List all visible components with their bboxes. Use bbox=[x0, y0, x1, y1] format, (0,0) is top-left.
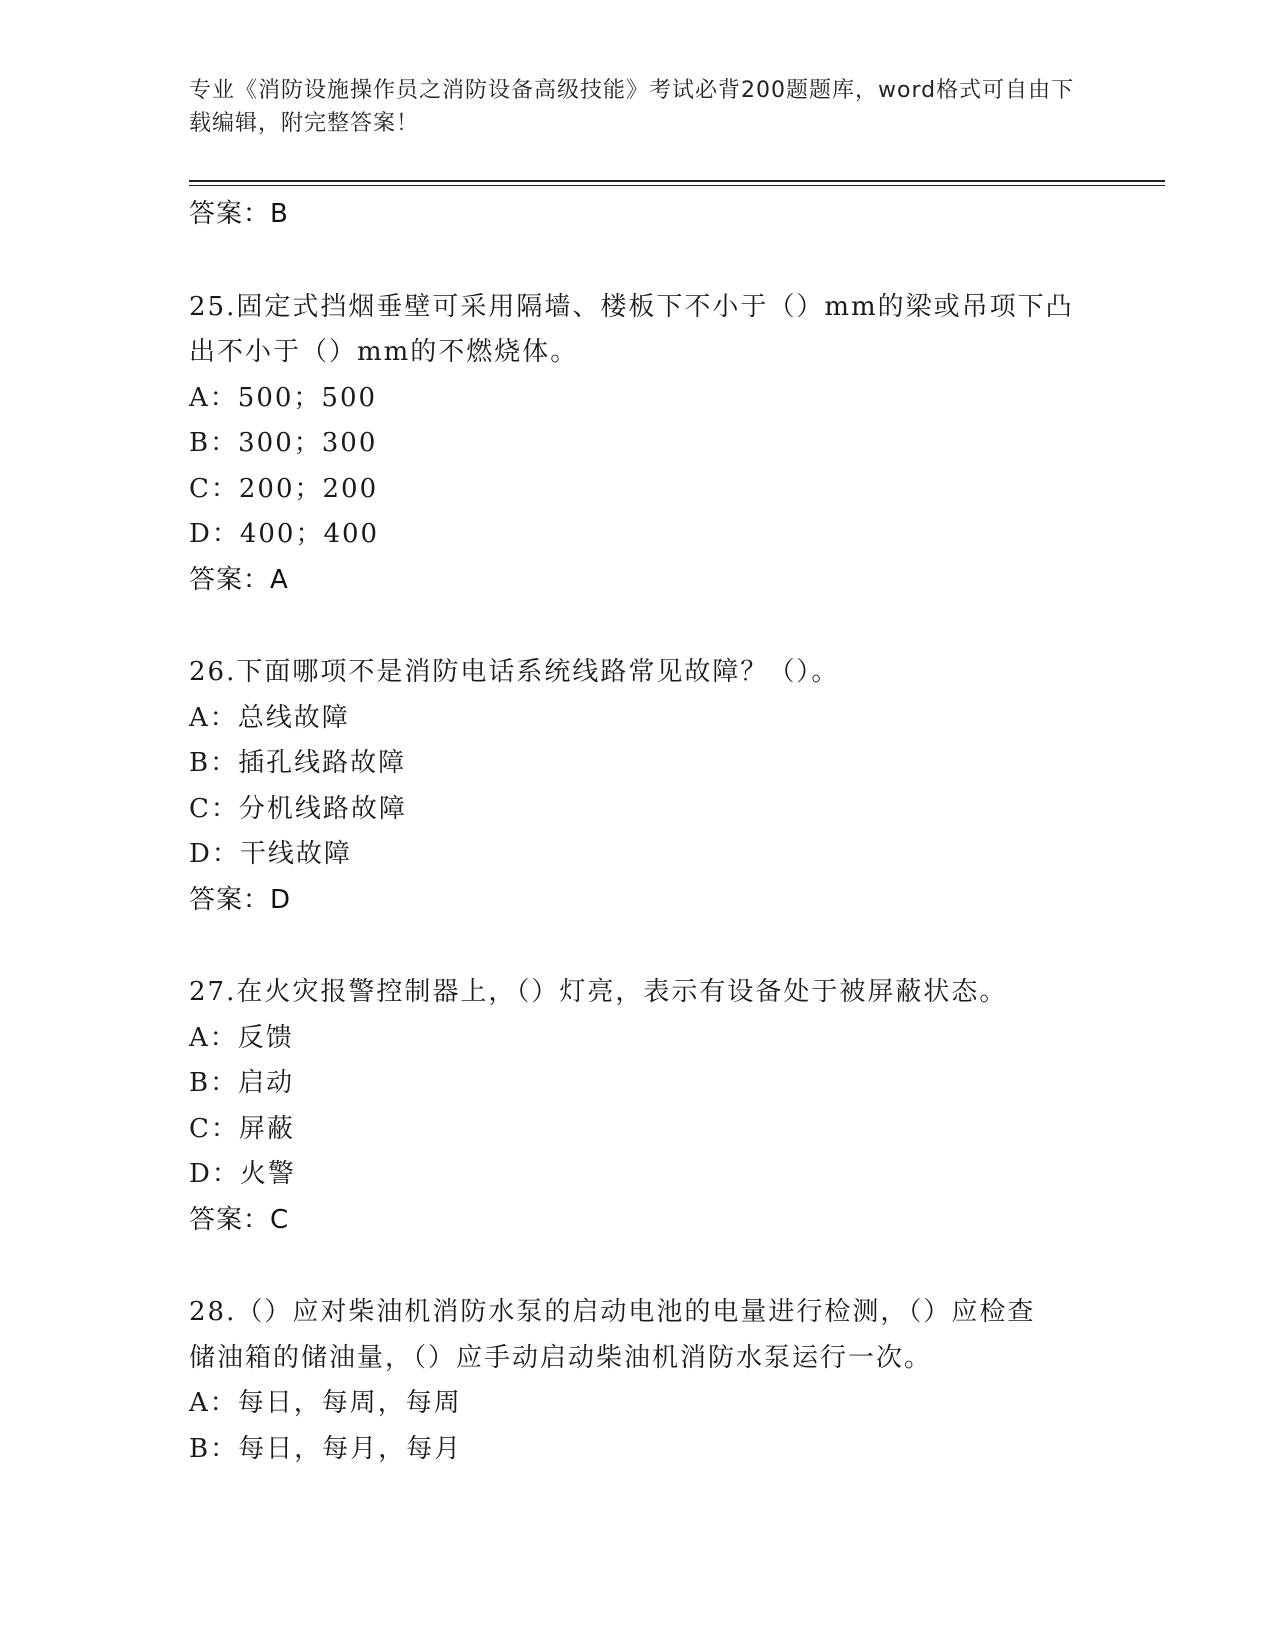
question-stem: 28.（）应对柴油机消防水泵的启动电池的电量进行检测，（）应检查 bbox=[189, 1297, 1036, 1327]
document-header: 专业《消防设施操作员之消防设备高级技能》考试必背200题题库，word格式可自由下载编辑，附完整答案！ bbox=[189, 78, 1075, 136]
answer-line: 答案：D bbox=[189, 884, 292, 915]
answer-line: 答案：C bbox=[189, 1204, 290, 1235]
question-stem: 26.下面哪项不是消防电话系统线路常见故障？（）。 bbox=[189, 657, 840, 687]
answer-line: 答案：A bbox=[189, 564, 289, 595]
option-d: D：干线故障 bbox=[189, 839, 352, 869]
option-a: A：每日，每周，每周 bbox=[189, 1388, 462, 1418]
option-a: A：总线故障 bbox=[189, 702, 350, 733]
option-c: C：200；200 bbox=[189, 473, 379, 504]
question-block bbox=[189, 285, 1149, 604]
question-stem: 储油箱的储油量，（）应手动启动柴油机消防水泵运行一次。 bbox=[189, 1342, 933, 1373]
option-a: A：反馈 bbox=[189, 1022, 294, 1053]
question-list bbox=[189, 192, 1149, 1472]
option-b: B：300；300 bbox=[189, 428, 378, 458]
question-block bbox=[189, 970, 1149, 1243]
question-stem: 出不小于（）mm的不燃烧体。 bbox=[189, 337, 579, 367]
header-rule bbox=[189, 180, 1165, 182]
header-rule-thin bbox=[189, 185, 1165, 186]
question-block bbox=[189, 1290, 1149, 1472]
option-c: C：屏蔽 bbox=[189, 1113, 295, 1144]
question-stem: 27.在火灾报警控制器上，（）灯亮，表示有设备处于被屏蔽状态。 bbox=[189, 977, 1008, 1007]
question-block bbox=[189, 650, 1149, 923]
option-b: B：插孔线路故障 bbox=[189, 748, 407, 778]
option-c: C：分机线路故障 bbox=[189, 793, 407, 824]
option-d: D：400；400 bbox=[189, 519, 380, 549]
option-a: A：500；500 bbox=[189, 382, 378, 413]
option-d: D：火警 bbox=[189, 1159, 296, 1189]
question-stem: 25.固定式挡烟垂壁可采用隔墙、楼板下不小于（）mm的梁或吊项下凸 bbox=[189, 291, 1074, 322]
option-b: B：启动 bbox=[189, 1068, 295, 1098]
answer-line: 答案：B bbox=[189, 199, 289, 229]
option-b: B：每日，每月，每月 bbox=[189, 1433, 463, 1464]
